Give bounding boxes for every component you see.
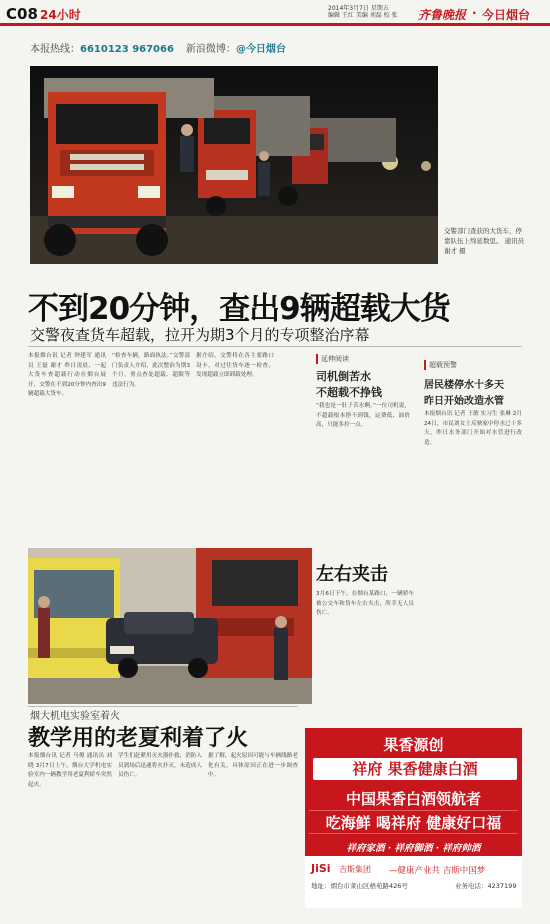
fire-col-2	[118, 752, 202, 920]
main-subhead: 交警夜查货车超载，拉开为期3个月的专项整治序幕	[30, 326, 370, 344]
ad-brand-row	[313, 758, 517, 780]
ad-line-3: 祥府家酒 · 祥府御酒 · 祥府帅酒	[346, 843, 481, 854]
paper-name: 齐鲁晚报	[418, 8, 467, 22]
zuoyou-body	[316, 590, 414, 714]
trucks-photo	[30, 66, 438, 264]
side-2-text: 本报烟台讯 记者 王敏 实习生 张琳 2月24日，市民刘女士反映家中停水已十多天，昨日水务部门开始对水管进行改造。	[424, 411, 522, 446]
ad-brand: 祥府 果香健康白酒	[352, 760, 478, 778]
hotline	[30, 40, 286, 55]
advertisement[interactable]	[305, 728, 522, 908]
fire-col-3	[208, 752, 298, 920]
side-2-title-1: 居民楼停水十多天	[424, 380, 504, 391]
weibo-label: 新浪微博：	[185, 44, 236, 55]
section-name: 24小时	[40, 8, 81, 22]
ad-tel: 业务电话：4237199	[455, 882, 517, 890]
main-story-col-2	[112, 352, 190, 542]
ad-line-2: 吃海鲜 喝祥府 健康好口福	[309, 810, 518, 834]
hotline-label: 本报热线：	[30, 44, 80, 55]
ad-top-line: 果香源创	[383, 736, 444, 754]
fire-col-1	[28, 752, 112, 920]
paper-separator: ·	[472, 6, 477, 20]
ad-footer	[305, 856, 522, 908]
fire-kicker: 烟大机电实验室着火	[30, 711, 120, 722]
zuoyou-text: 3月6日下午，在烟台某路口，一辆轿车被公交车和货车左右夹击，所幸无人员伤亡。	[316, 591, 414, 617]
side-1-text: “我也是一肚子苦水啊。”一位司机说，不超载根本挣不到钱，运费低、油价高，只能多拉一点。	[316, 403, 410, 429]
side-1-kicker: 延伸阅读	[316, 354, 349, 364]
main-story-col-1	[28, 352, 106, 542]
main-headline: 不到20分钟，查出9辆超载大货	[28, 291, 450, 327]
accident-photo	[28, 548, 312, 704]
editor-line: 编辑 王红 美编 刘磊 校 张	[328, 12, 398, 19]
col-1-text: 本报烟台讯 记者 钟建军 通讯员 王磊 谢才 昨日凌晨，一起大货车查超载行动在烟台展开，交警在不到20分钟内查出9辆超载大货车。	[28, 353, 106, 398]
date-line: 2014年3月7日 星期五	[328, 5, 389, 12]
col-2-text: “检查车辆，路面执法。”交警部门负责人介绍，此次整治为期3个月，重点查处超载、超限等违法行为。	[112, 353, 190, 388]
fire-col-3-text: 据了解，起火原因可能与车辆线路老化有关，具体原因正在进一步调查中。	[208, 753, 298, 779]
side-2-body	[424, 410, 522, 722]
masthead	[0, 0, 550, 26]
fire-col-1-text: 本报烟台讯 记者 马俊 通讯员 刘晓 3月7日上午，烟台大学机电实验室内一辆教学用老夏利轿车突然起火。	[28, 753, 112, 788]
fire-headline: 教学用的老夏利着了火	[28, 726, 249, 751]
hotline-numbers: 6610123 967066	[80, 44, 174, 55]
ad-line-1: 中国果香白酒领航者	[345, 790, 481, 808]
accident-illustration	[28, 548, 312, 704]
side-1-title-1: 司机倒苦水	[316, 370, 371, 383]
paper-sub: 今日烟台	[482, 8, 531, 22]
zuoyou-title: 左右夹击	[316, 564, 388, 585]
ad-jisi-name: 吉斯集团	[339, 865, 371, 874]
side-2-kicker: 超载预警	[424, 360, 457, 370]
ad-address: 地址：烟台市莱山区梧苑路426号	[311, 882, 408, 890]
ad-jisi-logo: JiSi	[311, 862, 331, 875]
weibo-handle: @今日烟台	[235, 44, 286, 55]
side-2-title-2: 昨日开始改造水管	[424, 396, 504, 407]
photo-caption: 交警部门查获的大货车，停靠队伍上绵延数里。 通讯员 谢才 摄	[444, 227, 525, 255]
section-code: C08	[6, 5, 38, 23]
divider-top	[28, 346, 522, 347]
side-1-body	[316, 402, 410, 538]
col-3-text: 据介绍，交警将在各主要路口设卡，对过往货车逐一检查，发现超载立即卸载处理。	[196, 353, 274, 379]
side-1-title-2: 不超载不挣钱	[316, 386, 382, 399]
trucks-illustration	[30, 66, 438, 264]
fire-col-2-text: 学生们赶紧用灭火器扑救，消防人员到场后迅速将火扑灭，未造成人员伤亡。	[118, 753, 202, 779]
main-story-col-3	[196, 352, 274, 542]
ad-slogan: —健康产业共 吉斯中国梦	[389, 866, 486, 876]
